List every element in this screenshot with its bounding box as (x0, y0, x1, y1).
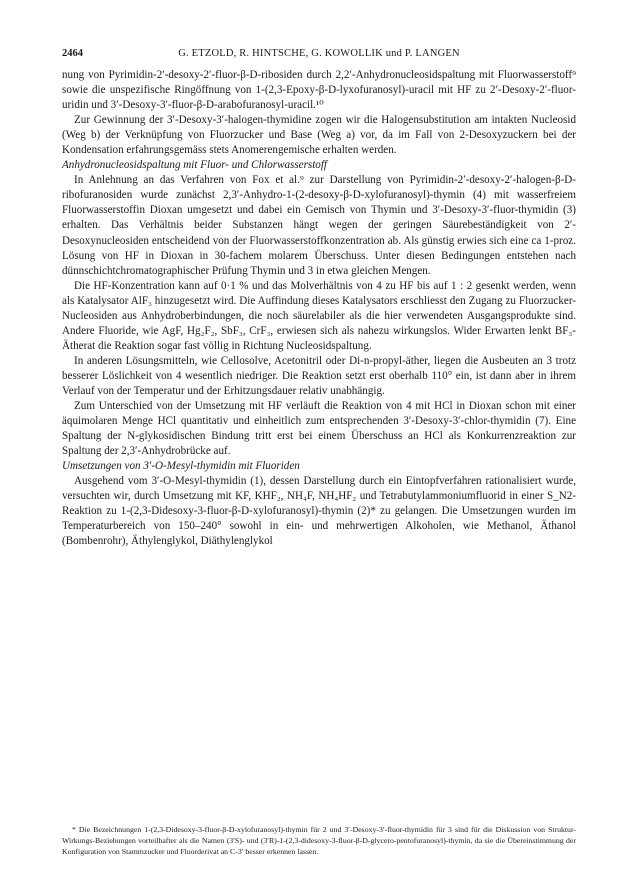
footnote (62, 824, 576, 858)
footnote-text: * Die Bezeichnungen 1-(2,3-Didesoxy-3-fluor-β-D-xylofuranosyl)-thymin für 2 und 3′-Desoxy-3′-fluor-thymidin für 3 sind für die Diskussion von Struktur-Wirkungs-Beziehungen vorteilhafter als die Namen (3′S)- und (3′R)-1-(2,3-didesoxy-3-fluor-β-D-glycero-pentofuranosyl)-thymin, da sie die Übereinstimmung der Konfiguration von Stammzucker und Fluorderivat an C-3′ besser erkennen lassen. (62, 825, 576, 857)
running-header (62, 48, 576, 68)
paragraph-continued: nung von Pyrimidin-2′-desoxy-2′-fluor-β-D-ribosiden durch 2,2′-Anhydronucleosidspaltung mit Fluorwasserstoff⁹ sowie die unspezifische Ringöffnung von 1-(2,3-Epoxy-β-D-lyxofuranosyl)-uracil mit HF zu 2′-Desoxy-2′-fluor-uridin und 3′-Desoxy-3′-fluor-β-D-arabofuranosyl-uracil.¹⁰ (62, 69, 576, 112)
section-heading-anhydro: Anhydronucleosidspaltung mit Fluor- und Chlorwasserstoff (62, 159, 328, 172)
paper-page (62, 48, 576, 550)
running-authors: G. ETZOLD, R. HINTSCHE, G. KOWOLLIK und P. LANGEN (178, 48, 460, 59)
paragraph: Ausgehend vom 3′-O-Mesyl-thymidin (1), dessen Darstellung durch ein Eintopfverfahren rationalisiert wurde, versuchten wir, durch Umsetzung mit KF, KHF₂, NH₄F, NH₄HF₂ und Tetrabutylammoniumfluorid in einer S_N2-Reaktion zu 1-(2,3-Didesoxy-3-fluor-β-D-xylofuranosyl)-thymin (2)* zu gelangen. Die Umsetzungen wurden im Temperaturbereich von 150–240° sowohl in ein- und mehrwertigen Alkoholen, wie Methanol, Äthanol (Bombenrohr), Äthylenglykol, Diäthylenglykol (62, 475, 576, 548)
paragraph: Die HF-Konzentration kann auf 0·1 % und das Molverhältnis von 4 zu HF bis auf 1 : 2 gesenkt werden, wenn als Katalysator AlF₃ hinzugesetzt wird. Die Auffindung dieses Katalysators erschliesst den Zugang zu Fluorzucker-Nucleosiden aus Anhydroberbindungen, die noch säurelabiler als die hier verwendeten Ausgangsprodukte sind. Andere Fluoride, wie AgF, Hg₂F₂, SbF₃, CrF₃, erwiesen sich als nahezu wirkungslos. Wider Erwarten lenkt BF₃-Ätherat die Reaktion sogar fast völlig in Richtung Nucleosidspaltung. (62, 279, 576, 352)
section-heading-mesyl: Umsetzungen von 3′-O-Mesyl-thymidin mit Fluoriden (62, 460, 300, 473)
paragraph: Zum Unterschied von der Umsetzung mit HF verläuft die Reaktion von 4 mit HCl in Dioxan schon mit einer äquimolaren Menge HCl quantitativ und einheitlich zum entsprechenden 3′-Desoxy-3′-chlor-thymidin (7). Eine Spaltung der N-glykosidischen Bindung tritt erst bei einem Überschuss an HCl als Konkurrenzreaktion zur Spaltung der 2,3′-Anhydrobrücke auf. (62, 400, 576, 458)
paragraph: Zur Gewinnung der 3′-Desoxy-3′-halogen-thymidine zogen wir die Halogensubstitution am intakten Nucleosid (Weg b) der Verknüpfung von Fluorzucker und Base (Weg a) vor, da im Fall von 2-Desoxyzuckern bei der Kondensation erfahrungsgemäss stets Anomerengemische erhalten werden. (62, 114, 576, 157)
article-body (62, 68, 576, 550)
paragraph: In Anlehnung an das Verfahren von Fox et al.⁹ zur Darstellung von Pyrimidin-2′-desoxy-2′-halogen-β-D-ribofuranosiden wurde zunächst 2,3′-Anhydro-1-(2-desoxy-β-D-xylofuranosyl)-thymin (4) mit wasserfreiem Fluorwasserstoffin Dioxan umgesetzt und dabei ein Gemisch von Thymin und 3′-Desoxy-3′-fluor-thymidin (3) erhalten. Das Verhältnis beider Substanzen hängt wegen der geringen Säurebeständigkeit von 2′-Desoxynucleosiden entscheidend von der Fluorwasserstoffkonzentration ab. Als günstig erwies sich eine ca 1-proz. Lösung von HF in Dioxan in 30-fachem molarem Überschuss. Unter diesen Bedingungen entstehen nach dünnschichtchromatographischer Prüfung Thymin und 3 in etwa gleichen Mengen. (62, 174, 576, 277)
page-number: 2464 (62, 48, 83, 59)
paragraph: In anderen Lösungsmitteln, wie Cellosolve, Acetonitril oder Di-n-propyl-äther, liegen die Ausbeuten an 3 trotz besserer Löslichkeit von 4 wesentlich niedriger. Die Reaktion setzt erst oberhalb 110° ein, ist dann aber in ihrem Verlauf von der Temperatur und der Erhitzungsdauer relativ unabhängig. (62, 354, 576, 397)
